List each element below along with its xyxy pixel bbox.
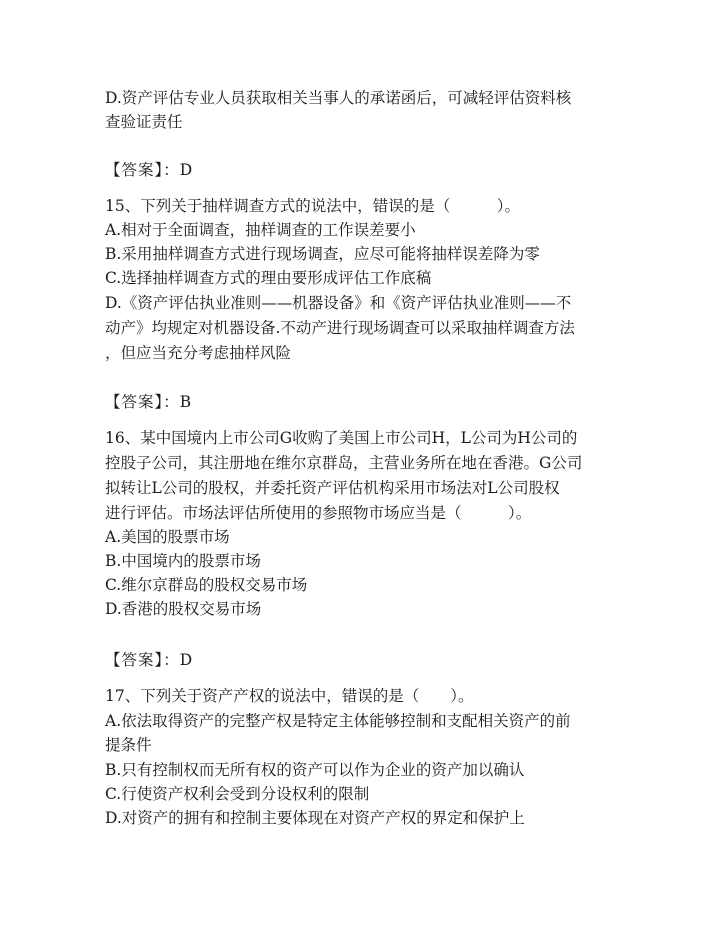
prev-option-d-line2: 查验证责任 xyxy=(105,113,183,131)
q16-option-d: D.香港的股权交易市场 xyxy=(105,600,262,618)
q16-stem-line2: 控股子公司，其注册地在维尔京群岛，主营业务所在地在香港。G公司 xyxy=(105,454,583,472)
q15-option-d-line2: 动产》均规定对机器设备.不动产进行现场调查可以采取抽样调查方法 xyxy=(105,319,575,337)
q16-option-a: A.美国的股票市场 xyxy=(105,528,230,546)
q15-option-b: B.采用抽样调查方式进行现场调查，应尽可能将抽样误差降为零 xyxy=(105,245,540,263)
q17-option-d: D.对资产的拥有和控制主要体现在对资产产权的界定和保护上 xyxy=(105,809,525,827)
answer-label: 【答案】： xyxy=(105,393,180,411)
q17-option-b: B.只有控制权而无所有权的资产可以作为企业的资产加以确认 xyxy=(105,761,525,779)
q16-stem-line3: 拟转让L公司的股权，并委托资产评估机构采用市场法对L公司股权 xyxy=(105,479,560,497)
q16-answer xyxy=(105,648,192,672)
q16-option-c: C.维尔京群岛的股权交易市场 xyxy=(105,576,308,594)
q16-option-b: B.中国境内的股票市场 xyxy=(105,552,261,570)
answer-label: 【答案】： xyxy=(105,651,180,669)
answer-value: D xyxy=(179,161,193,179)
q17-option-a-line2: 提条件 xyxy=(105,736,152,754)
answer-value: B xyxy=(179,393,192,411)
q15-option-c: C.选择抽样调查方式的理由要形成评估工作底稿 xyxy=(105,269,432,287)
q16-stem-line4: 进行评估。市场法评估所使用的参照物市场应当是（ ）。 xyxy=(105,504,532,522)
answer-value: D xyxy=(179,651,193,669)
prev-answer xyxy=(105,158,192,182)
q15-answer xyxy=(105,390,191,414)
q15-stem: 15、下列关于抽样调查方式的说法中，错误的是（ ）。 xyxy=(105,197,520,215)
q17-option-c: C.行使资产权利会受到分设权利的限制 xyxy=(105,785,370,803)
q15-option-d-line3: ，但应当充分考虑抽样风险 xyxy=(105,344,292,362)
q15-option-d-line1: D.《资产评估执业准则——机器设备》和《资产评估执业准则——不 xyxy=(105,294,572,312)
q17-option-a-line1: A.依法取得资产的完整产权是特定主体能够控制和支配相关资产的前 xyxy=(105,712,571,730)
answer-label: 【答案】： xyxy=(105,161,180,179)
q16-stem-line1: 16、某中国境内上市公司G收购了美国上市公司H，L公司为H公司的 xyxy=(105,429,578,447)
q15-option-a: A.相对于全面调查，抽样调查的工作误差要小 xyxy=(105,221,416,239)
q17-stem: 17、下列关于资产产权的说法中，错误的是（ ）。 xyxy=(105,687,474,705)
prev-option-d-line1: D.资产评估专业人员获取相关当事人的承诺函后，可减轻评估资料核 xyxy=(105,89,572,107)
